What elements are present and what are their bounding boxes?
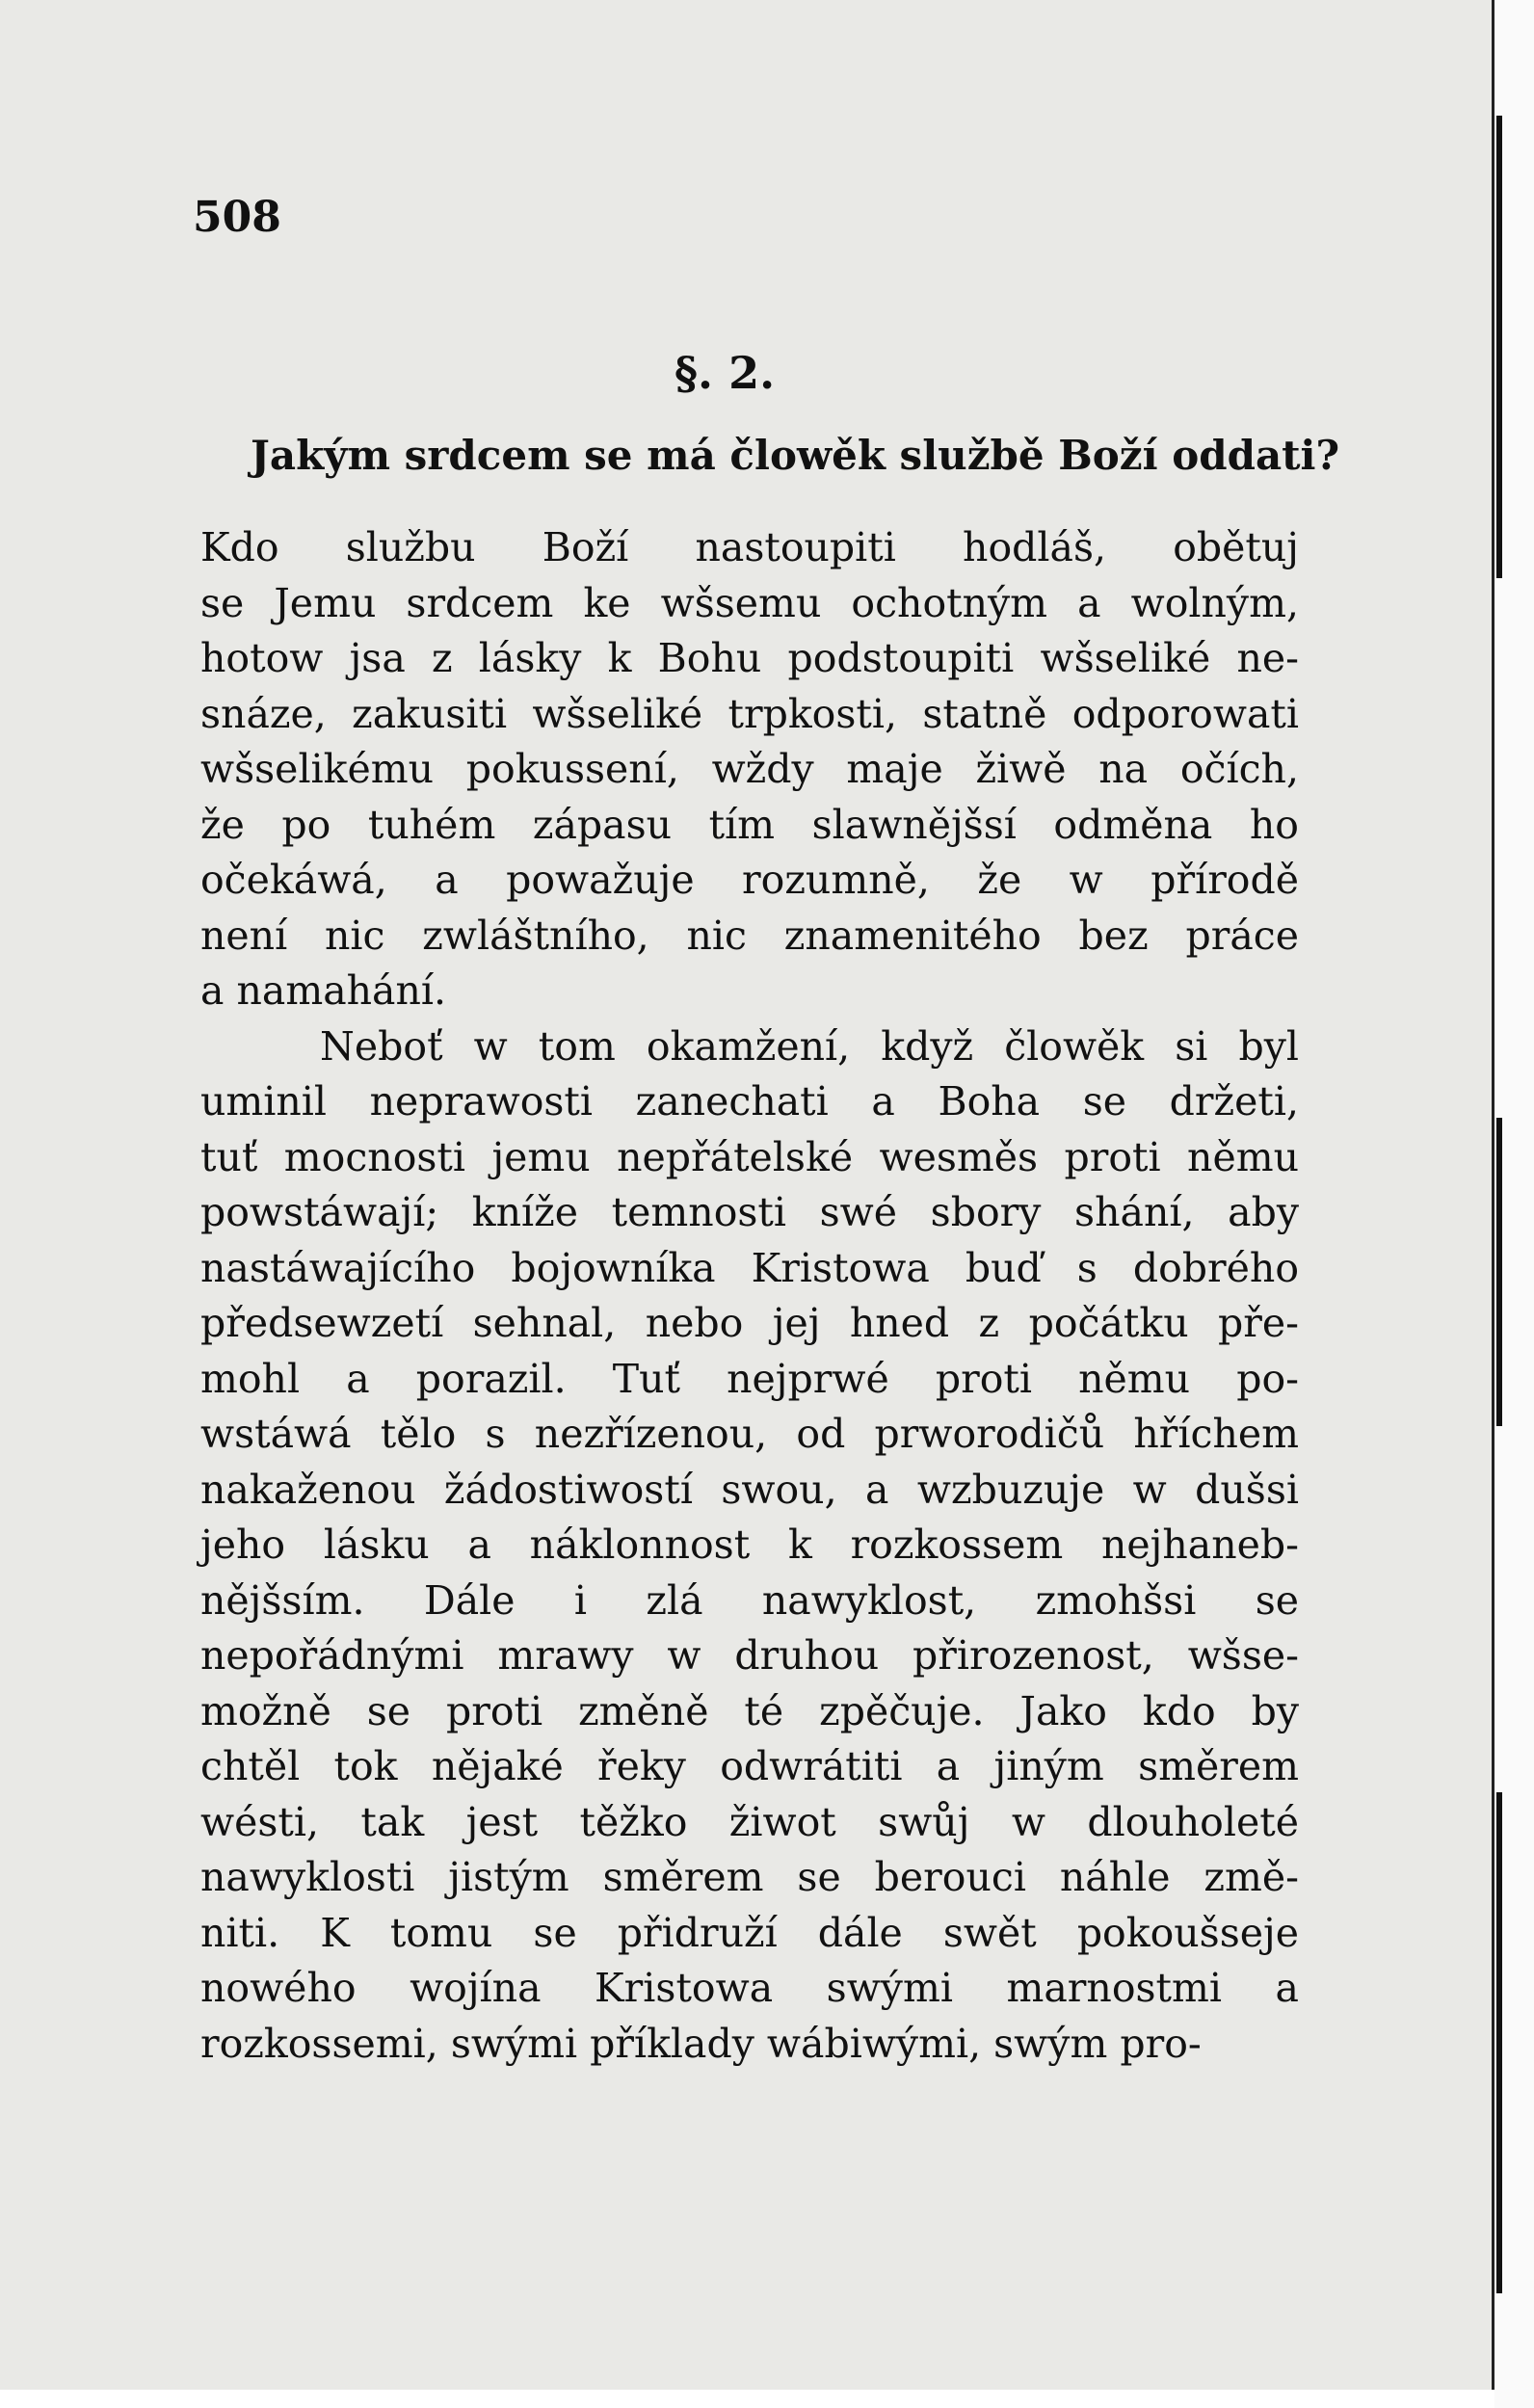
text-line: že po tuhém zápasu tím slawnějšsí odměna ho bbox=[200, 801, 1299, 848]
text-line: předsewzetí sehnal, nebo jej hned z počátku pře- bbox=[200, 1300, 1299, 1346]
binding-mark bbox=[1496, 1118, 1502, 1426]
page-number: 508 bbox=[193, 193, 281, 242]
text-line: wstáwá tělo s nezřízenou, od prworodičů hříchem bbox=[200, 1411, 1299, 1457]
text-line: možně se proti změně té zpěčuje. Jako kdo by bbox=[200, 1687, 1299, 1734]
text-line: chtěl tok nějaké řeky odwrátiti a jiným směrem bbox=[200, 1743, 1299, 1789]
section-heading: §. 2. bbox=[674, 347, 776, 399]
text-line: očekáwá, a powažuje rozumně, že w přírodě bbox=[200, 857, 1299, 903]
text-line: a namahání. bbox=[200, 967, 447, 1014]
text-line: tuť mocnosti jemu nepřátelské wesměs proti němu bbox=[200, 1133, 1299, 1180]
text-line: Kdo službu Boží nastoupiti hodláš, obětuj bbox=[200, 524, 1299, 570]
text-line: nowého wojína Kristowa swými marnostmi a bbox=[200, 1965, 1299, 2011]
binding-mark bbox=[1496, 116, 1502, 578]
text-line: rozkossemi, swými příklady wábiwými, swým pro- bbox=[200, 2020, 1202, 2067]
text-line: Neboť w tom okamžení, když člowěk si byl bbox=[320, 1022, 1299, 1070]
text-line: nepořádnými mrawy w druhou přirozenost, wšse- bbox=[200, 1632, 1299, 1679]
text-line: není nic zwláštního, nic znamenitého bez práce bbox=[200, 912, 1299, 959]
binding-mark bbox=[1496, 1792, 1502, 2293]
text-line: nakaženou žádostiwostí swou, a wzbuzuje w dušsi bbox=[200, 1466, 1299, 1513]
text-line: nastáwajícího bojowníka Kristowa buď s dobrého bbox=[200, 1244, 1299, 1291]
text-line: powstáwají; kníže temnosti swé sbory shání, aby bbox=[200, 1189, 1299, 1235]
text-line: nějšsím. Dále i zlá nawyklost, zmohšsi se bbox=[200, 1576, 1299, 1624]
text-line: mohl a porazil. Tuť nejprwé proti němu po- bbox=[200, 1355, 1299, 1402]
text-line: nawyklosti jistým směrem se berouci náhle změ- bbox=[200, 1854, 1299, 1900]
text-line: niti. K tomu se přidruží dále swět pokoušseje bbox=[200, 1909, 1299, 1956]
text-line: wšselikému pokussení, wždy maje žiwě na očích, bbox=[200, 746, 1299, 792]
text-line: hotow jsa z lásky k Bohu podstoupiti wšseliké ne- bbox=[200, 635, 1299, 681]
text-line: uminil neprawosti zanechati a Boha se držeti, bbox=[200, 1078, 1299, 1125]
body-text bbox=[200, 520, 1299, 2072]
text-line: snáze, zakusiti wšseliké trpkosti, statně odporowati bbox=[200, 690, 1299, 737]
text-line: jeho lásku a náklonnost k rozkossem nejhaneb- bbox=[200, 1522, 1299, 1568]
text-line: wésti, tak jest těžko žiwot swůj w dlouholeté bbox=[200, 1798, 1299, 1845]
section-title: Jakým srdcem se má člowěk službě Boží oddati? bbox=[251, 432, 1340, 479]
text-line: se Jemu srdcem ke wšsemu ochotným a wolným, bbox=[200, 579, 1299, 626]
